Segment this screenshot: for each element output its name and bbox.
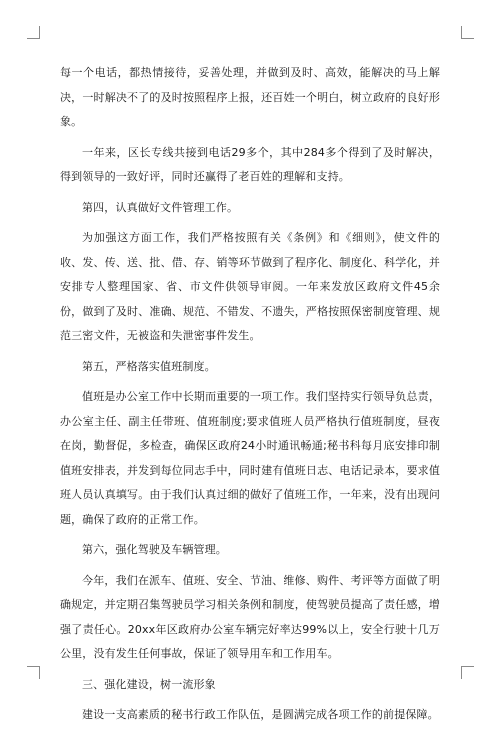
paragraph: 今年，我们在派车、值班、安全、节油、维修、购件、考评等方面做了明确规定，并定期召集驾驶员学习相关条例和制度，使驾驶员提高了责任感，增强了责任心。20xx年区政府办公室车辆完好率达99%以上，安全行驶十几万公里，没有发生任何事故，保证了领导用车和工作用车。 [60,573,440,660]
section-heading: 第六，强化驾驶及车辆管理。 [82,543,227,556]
section-heading: 第五，严格落实值班制度。 [82,359,216,373]
crop-mark-top-right [461,26,474,39]
crop-mark-bottom-left [27,666,40,679]
paragraph: 为加强这方面工作，我们严格按照有关《条例》和《细则》，使文件的收、发、传、送、批、借、存、销等环节做到了程序化、制度化、科学化，并安排专人整理国家、省、市文件供领导审阅。一年来发放区政府文件45余份，做到了及时、准确、规范、不错发、不遗失，严格按照保密制度管理、规范三密文件，无被盗和失泄密事件发生。 [60,231,440,342]
paragraph: 一年来，区长专线共接到电话29多个，其中284多个得到了及时解决，得到领导的一致好评，同时还赢得了老百姓的理解和支持。 [60,145,440,183]
document-body [60,61,440,734]
section-heading: 三、强化建设，树一流形象 [82,677,216,691]
crop-mark-top-left [27,26,40,39]
crop-mark-bottom-right [461,666,474,679]
paragraph: 值班是办公室工作中长期而重要的一项工作。我们坚持实行领导负总责，办公室主任、副主任带班、值班制度;要求值班人员严格执行值班制度，昼夜在岗，勤督促，多检查，确保区政府24小时通讯畅通;秘书科每月底安排印制值班安排表，并发到每位同志手中，同时建有值班日志、电话记录本，要求值班人员认真填写。由于我们认真过细的做好了值班工作，一年来，没有出现问题，确保了政府的正常工作。 [60,390,440,526]
paragraph: 建设一支高素质的秘书行政工作队伍，是圆满完成各项工作的前提保障。 [82,708,439,721]
section-heading: 第四，认真做好文件管理工作。 [82,200,239,214]
paragraph: 每一个电话，都热情接待，妥善处理，并做到及时、高效，能解决的马上解决，一时解决不了的及时按照程序上报，还百姓一个明白，树立政府的良好形象。 [60,66,440,128]
